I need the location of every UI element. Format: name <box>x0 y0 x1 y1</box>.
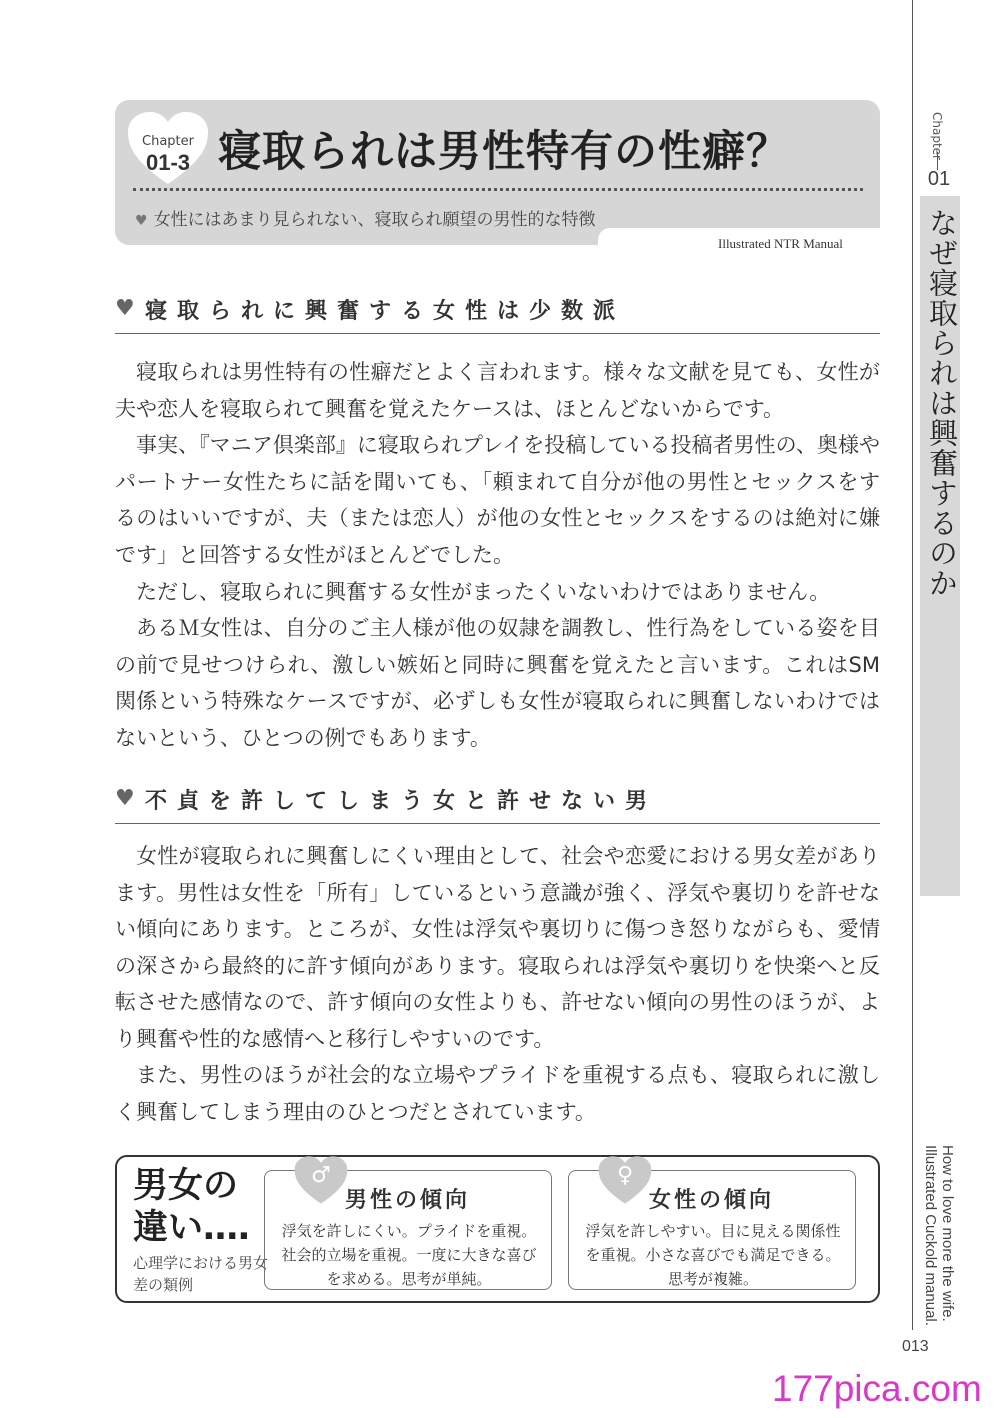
subtitle-text: 女性にはあまり見られない、寝取られ願望の男性的な特徴 <box>153 210 596 230</box>
female-trend-card <box>568 1163 856 1290</box>
page-title: 寝取られは男性特有の性癖？ <box>218 127 790 177</box>
section-heading <box>115 784 880 824</box>
body-paragraph: また、男性のほうが社会的な立場やプライドを重視する点も、寝取られに激しく興奮してしまう理由のひとつだとされています。 <box>115 1063 880 1124</box>
heart-icon: ♥ <box>115 786 135 811</box>
watermark: 177pica.com <box>772 1368 982 1409</box>
male-trend-card <box>264 1163 552 1290</box>
page-subtitle <box>135 205 596 230</box>
vertical-chapter-title: なぜ寝取られは興奮するのか <box>925 208 959 598</box>
body-paragraph: ただし、寝取られに興奮する女性がまったくいないわけではありません。 <box>136 580 831 604</box>
body-paragraph: あるＭ女性は、自分のご主人様が他の奴隷を調教し、性行為をしている姿を目の前で見せつけられ、激しい嫉妬と同時に興奮を覚えたと言います。これはSM関係という特殊なケースですが、必ずしも女性が寝取られに興奮しないわけではないという、ひとつの例でもあります。 <box>115 616 880 750</box>
comparison-title-line: 男女の <box>133 1166 239 1206</box>
manual-label: Illustrated NTR Manual <box>718 236 843 251</box>
section-heading <box>115 294 880 334</box>
male-trend-title: 男性の傾向 <box>345 1188 471 1213</box>
female-symbol-icon: ♀ <box>616 1163 634 1188</box>
section-heading-text: 不貞を許してしまう女と許せない男 <box>145 789 658 814</box>
female-trend-text: 浮気を許しやすい。目に見える関係性を重視。小さな喜びでも満足できる。思考が複雑。 <box>585 1222 841 1288</box>
comparison-subtitle: 心理学における男女差の類例 <box>133 1254 269 1294</box>
heart-icon: ♥ <box>115 296 135 321</box>
body-paragraph: 事実、『マニア倶楽部』に寝取られプレイを投稿している投稿者男性の、奥様やパートナー女性たちに話を聞いても、「頼まれて自分が他の男性とセックスをするのはいいですが、夫（または恋人）が他の女性とセックスをするのは絶対に嫌です」と回答する女性がほとんどでした。 <box>115 433 880 567</box>
chapter-badge <box>126 110 210 186</box>
divider <box>133 188 863 191</box>
comparison-title-line: 違い‥‥ <box>133 1208 250 1248</box>
chapter-number: 01-3 <box>145 150 191 175</box>
page-number: 013 <box>902 1338 929 1355</box>
male-symbol-icon: ♂ <box>311 1163 331 1188</box>
female-trend-title: 女性の傾向 <box>649 1188 775 1213</box>
comparison-title <box>133 1165 268 1249</box>
margin-chapter-number: 01 <box>927 168 951 190</box>
body-paragraph: 寝取られは男性特有の性癖だとよく言われます。様々な文献を見ても、女性が夫や恋人を寝取られて興奮を覚えたケースは、ほとんどないからです。 <box>115 360 880 421</box>
vertical-tagline: How to love more the wife. Illustrated Cuckold manual. <box>922 1145 956 1326</box>
margin-rule <box>912 0 913 1330</box>
section-heading-text: 寝取られに興奮する女性は少数派 <box>145 299 626 324</box>
male-trend-text: 浮気を許しにくい。プライドを重視。社会的立場を重視。一度に大きな喜びを求める。思考が単純。 <box>281 1222 537 1288</box>
margin-chapter-label: Chapter <box>930 112 944 160</box>
body-paragraph: 女性が寝取られに興奮しにくい理由として、社会や恋愛における男女差があります。男性は女性を「所有」しているという意識が強く、浮気や裏切りを許せない傾向にあります。ところが、女性は浮気や裏切りに傷つき怒りながらも、愛情の深さから最終的に許す傾向があります。寝取られは浮気や裏切りを快楽へと反転させた感情なので、許す傾向の女性よりも、許せない傾向の男性のほうが、より興奮や性的な感情へと移行しやすいのです。 <box>115 844 880 1051</box>
chapter-label: Chapter <box>142 134 194 149</box>
heart-icon: ♥ <box>135 213 148 229</box>
